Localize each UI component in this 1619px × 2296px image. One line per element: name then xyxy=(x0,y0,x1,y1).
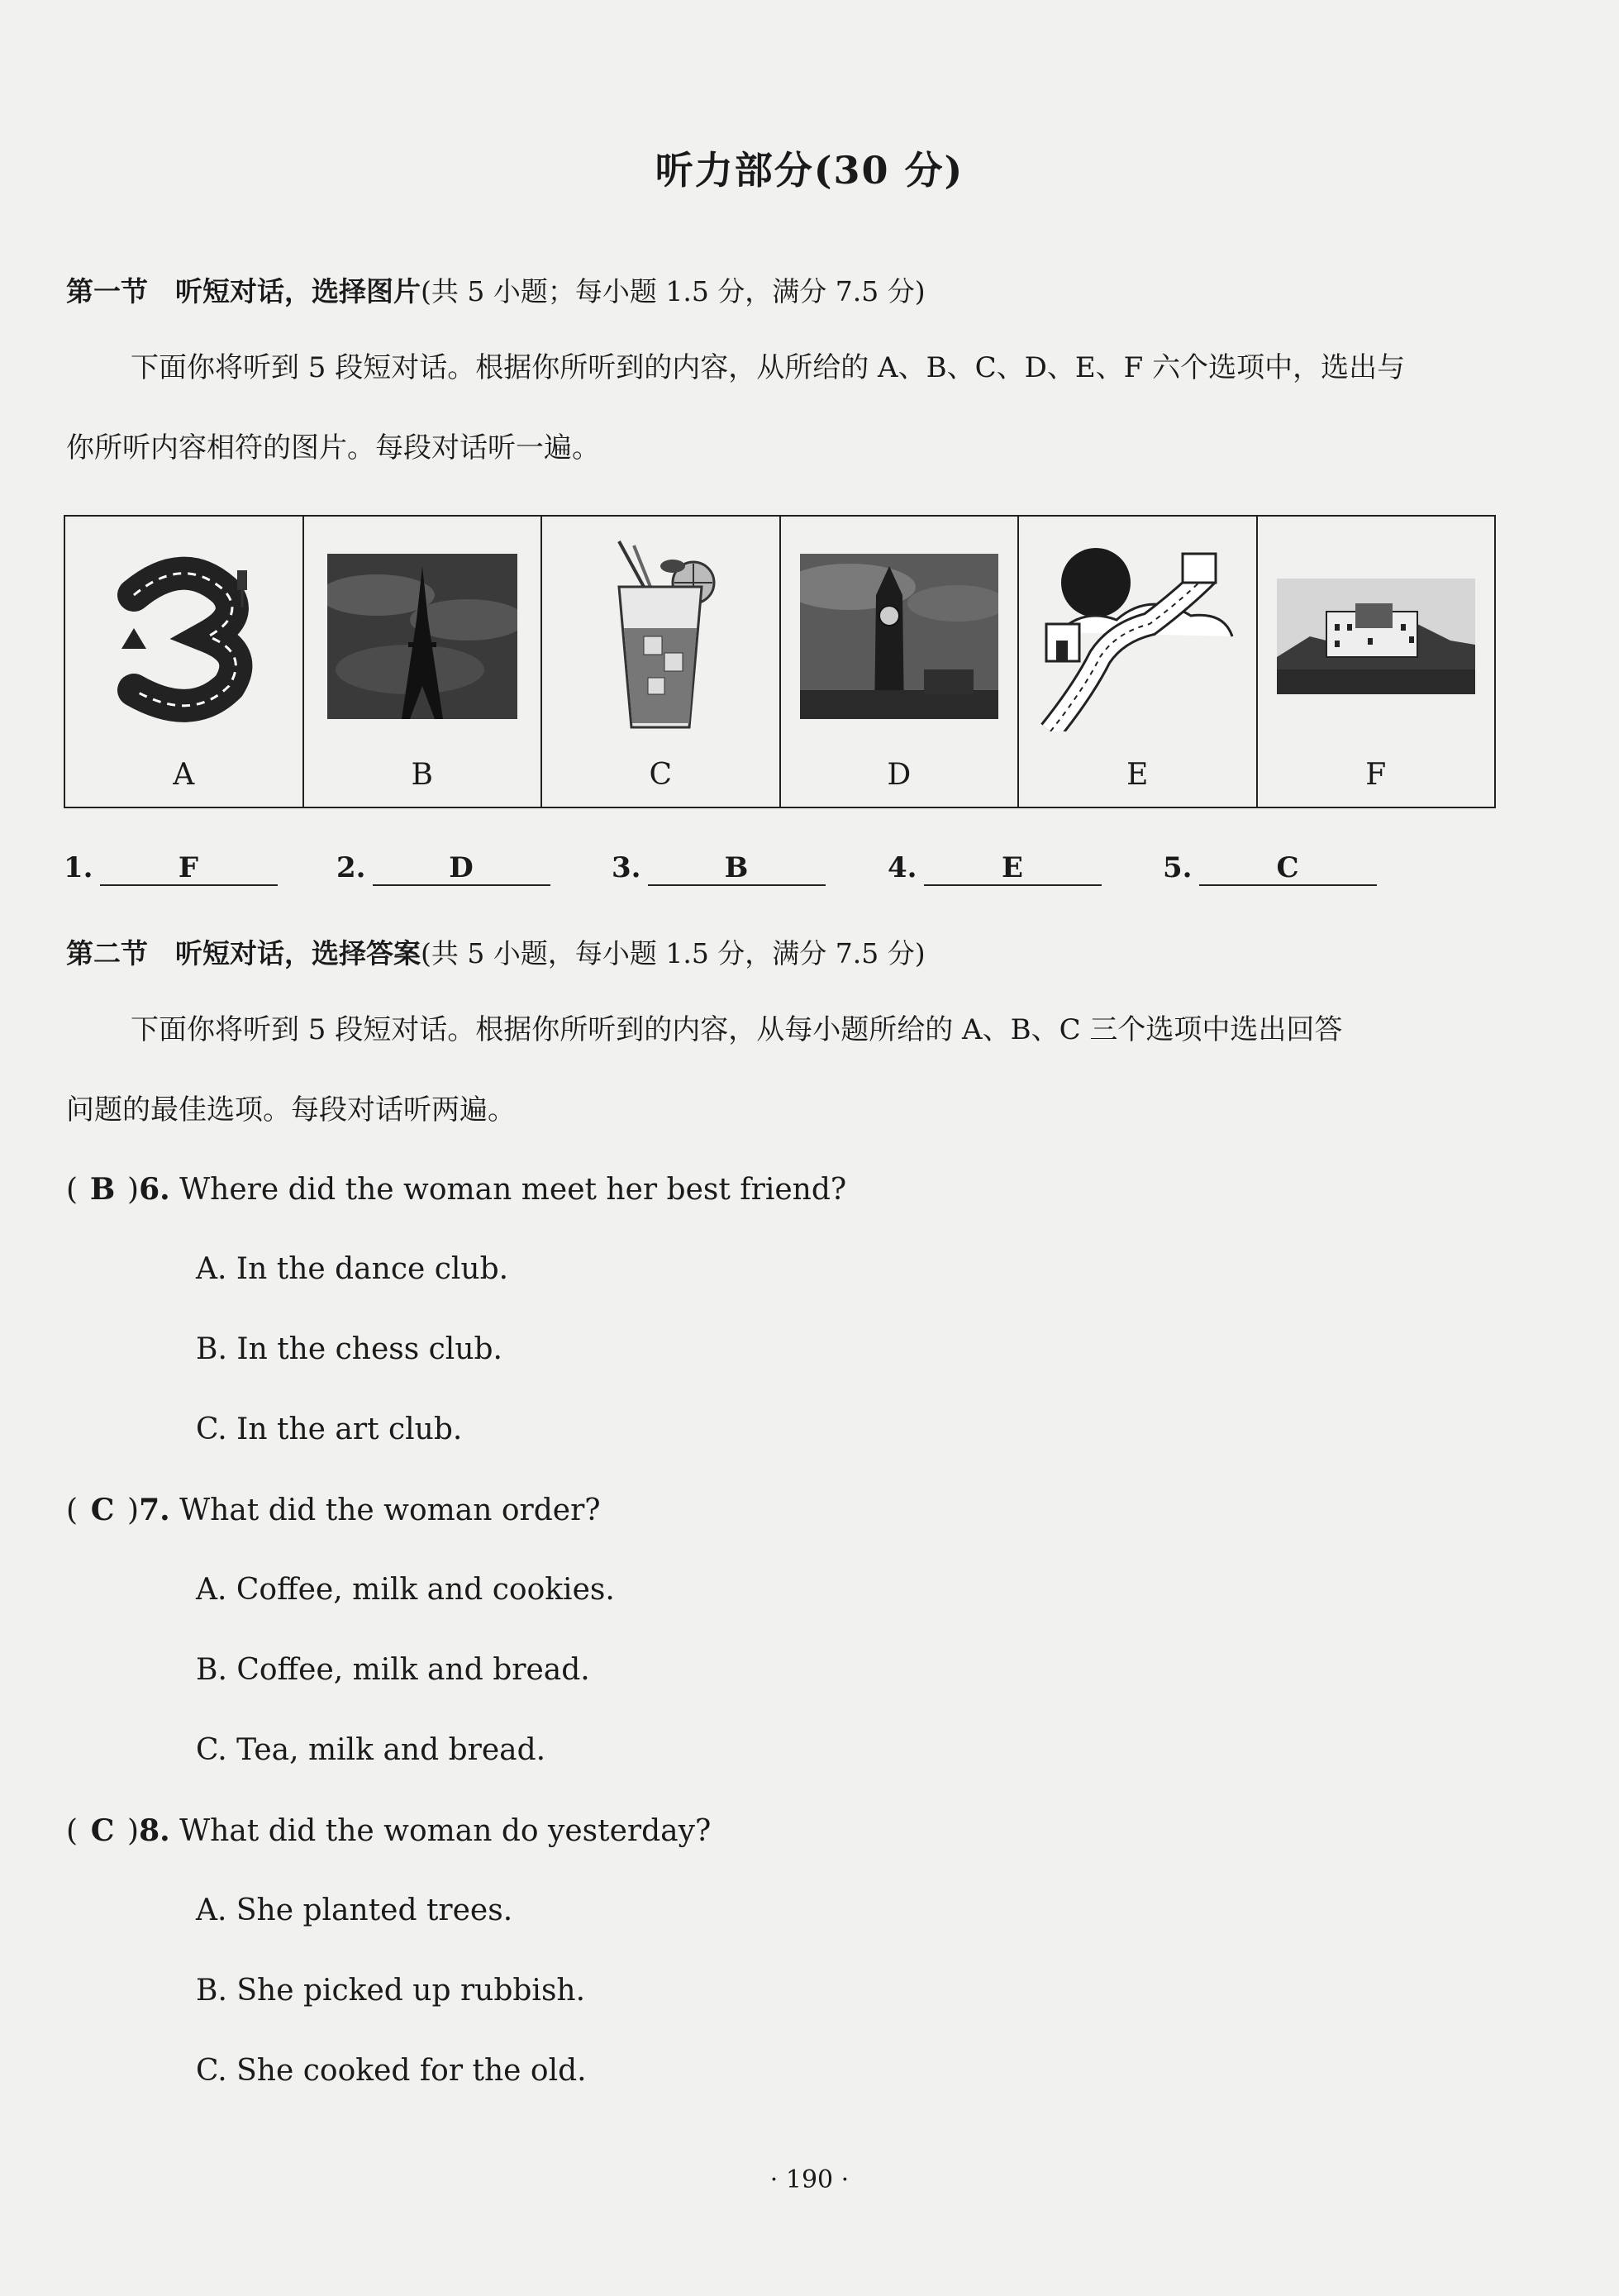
section2-instruction-line1: 下面你将听到 5 段短对话。根据你所听到的内容，从每小题所给的 A、B、C 三个选项中选出回答 xyxy=(131,1013,1343,1046)
question-answer: C xyxy=(90,1493,115,1527)
section2-heading-scoring: (共 5 小题，每小题 1.5 分，满分 7.5 分) xyxy=(421,937,926,969)
answer-number: 5. xyxy=(1163,851,1193,884)
picture-options-table xyxy=(64,515,1496,808)
picture-letter: D xyxy=(887,758,912,792)
answer-blank: E xyxy=(924,851,1102,886)
picture-option-d xyxy=(781,517,1020,807)
great-wall-icon xyxy=(1034,541,1240,731)
potala-palace-icon xyxy=(1277,579,1475,694)
picture-letter: A xyxy=(173,758,195,792)
question-7: ( C )7. What did the woman order? xyxy=(66,1493,601,1527)
question-8: ( C )8. What did the woman do yesterday? xyxy=(66,1813,712,1848)
option-6c: C. In the art club. xyxy=(196,1412,463,1446)
answer-number: 4. xyxy=(888,851,917,884)
option-8c: C. She cooked for the old. xyxy=(196,2054,587,2088)
section1-heading xyxy=(66,270,926,309)
option-7b: B. Coffee, milk and bread. xyxy=(196,1653,590,1687)
picture-letter: B xyxy=(411,758,433,792)
section2-heading xyxy=(66,932,926,971)
answer-blank: F xyxy=(100,851,278,886)
question-number: 8. xyxy=(139,1813,170,1848)
option-8b: B. She picked up rubbish. xyxy=(196,1974,586,2008)
section1-answers xyxy=(64,851,1469,901)
page-title: 听力部分(30 分) xyxy=(655,148,964,193)
option-7a: A. Coffee, milk and cookies. xyxy=(196,1573,615,1607)
iced-drink-icon xyxy=(586,537,735,736)
big-ben-icon xyxy=(800,554,998,719)
answer-number: 1. xyxy=(64,851,93,884)
answer-2 xyxy=(336,851,550,886)
answer-4 xyxy=(888,851,1102,886)
picture-option-a xyxy=(65,517,304,807)
section1-instruction-line2: 你所听内容相符的图片。每段对话听一遍。 xyxy=(66,431,600,464)
picture-letter: C xyxy=(649,758,673,792)
answer-1 xyxy=(64,851,278,886)
question-6: ( B )6. Where did the woman meet her best friend? xyxy=(66,1172,847,1207)
question-text: Where did the woman meet her best friend? xyxy=(179,1173,847,1207)
picture-option-e xyxy=(1019,517,1258,807)
picture-letter: F xyxy=(1365,758,1387,792)
answer-blank: C xyxy=(1199,851,1377,886)
option-6a: A. In the dance club. xyxy=(196,1252,509,1286)
question-text: What did the woman order? xyxy=(179,1493,601,1527)
question-number: 6. xyxy=(139,1172,170,1207)
number-three-road-icon xyxy=(93,545,274,727)
picture-option-c xyxy=(542,517,781,807)
section1-instruction-line1: 下面你将听到 5 段短对话。根据你所听到的内容，从所给的 A、B、C、D、E、F 六个选项中，选出与 xyxy=(131,351,1406,384)
eiffel-tower-icon xyxy=(327,554,517,719)
option-7c: C. Tea, milk and bread. xyxy=(196,1733,546,1767)
answer-3 xyxy=(612,851,826,886)
picture-letter: E xyxy=(1126,758,1149,792)
answer-blank: B xyxy=(648,851,826,886)
question-text: What did the woman do yesterday? xyxy=(179,1814,712,1848)
picture-option-f xyxy=(1258,517,1495,807)
page-number: · 190 · xyxy=(769,2165,850,2194)
answer-blank: D xyxy=(373,851,550,886)
question-answer: B xyxy=(89,1172,116,1207)
answer-5 xyxy=(1163,851,1377,886)
section1-heading-scoring: (共 5 小题；每小题 1.5 分，满分 7.5 分) xyxy=(421,275,926,307)
option-8a: A. She planted trees. xyxy=(196,1893,513,1927)
question-number: 7. xyxy=(139,1493,170,1527)
answer-number: 2. xyxy=(336,851,366,884)
picture-option-b xyxy=(304,517,543,807)
section2-instruction-line2: 问题的最佳选项。每段对话听两遍。 xyxy=(66,1093,516,1127)
option-6b: B. In the chess club. xyxy=(196,1332,502,1366)
answer-number: 3. xyxy=(612,851,641,884)
question-answer: C xyxy=(90,1813,115,1848)
section1-heading-label: 第一节 听短对话，选择图片 xyxy=(66,275,421,307)
section2-heading-label: 第二节 听短对话，选择答案 xyxy=(66,937,421,969)
